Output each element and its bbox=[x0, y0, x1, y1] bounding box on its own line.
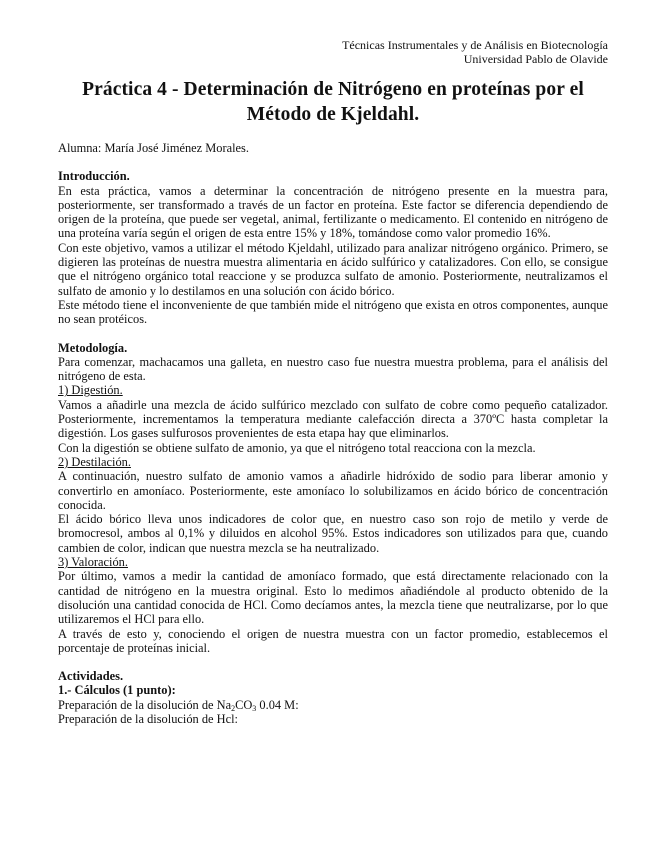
distillation-heading: 2) Destilación. bbox=[58, 454, 131, 469]
subscript: 3 bbox=[252, 703, 257, 713]
calculations-heading: 1.- Cálculos (1 punto): bbox=[58, 683, 176, 698]
intro-paragraph: Con este objetivo, vamos a utilizar el método Kjeldahl, utilizado para analizar nitrógeno orgánico. Primero, se digieren las proteínas de nuestra muestra alimentaria en ácido sulfúrico y catalizadores. Con ello, se consigue que el nitrógeno orgánico total reaccione y se produzca sulfato de amonio. Posteriormente, neutralizamos el sulfato de amonio y lo destilamos en una solución con ácido bórico. bbox=[58, 240, 608, 298]
distillation-paragraph: El ácido bórico lleva unos indicadores de color que, en nuestro caso son rojo de metilo y verde de bromocresol, ambos al 0,1% y diluidos en alcohol 95%. Estos indicadores son utilizados para que, cuando cambien de color, indican que nuestra mezcla se ha neutralizado. bbox=[58, 512, 608, 555]
digestion-heading: 1) Digestión. bbox=[58, 383, 123, 398]
intro-heading: Introducción. bbox=[58, 169, 130, 184]
titration-paragraph: A través de esto y, conociendo el origen de nuestra muestra con un factor promedio, establecemos el porcentaje de proteínas inicial. bbox=[58, 626, 608, 655]
digestion-paragraph: Con la digestión se obtiene sulfato de amonio, ya que el nitrógeno total reacciona con la mezcla. bbox=[58, 440, 536, 455]
method-heading: Metodología. bbox=[58, 340, 128, 355]
activities-heading: Actividades. bbox=[58, 669, 124, 684]
activity-line-text: Preparación de la disolución de Na bbox=[58, 697, 232, 712]
intro-paragraph: Este método tiene el inconveniente de que también mide el nitrógeno que exista en otros componentes, aunque no sean protéicos. bbox=[58, 297, 608, 327]
titration-heading: 3) Valoración. bbox=[58, 555, 128, 570]
activity-line-text: 0.04 M: bbox=[256, 697, 299, 712]
subscript: 2 bbox=[231, 703, 236, 713]
activity-line-na2co3 bbox=[58, 698, 608, 712]
header-course: Técnicas Instrumentales y de Análisis en Biotecnología bbox=[342, 38, 608, 52]
method-intro-paragraph: Para comenzar, machacamos una galleta, en nuestro caso fue nuestra muestra problema, para el análisis del nitrógeno de esta. bbox=[58, 354, 608, 384]
document-page bbox=[58, 38, 608, 726]
document-title: Práctica 4 - Determinación de Nitrógeno en proteínas por el Método de Kjeldahl. bbox=[82, 79, 584, 125]
author-line: Alumna: María José Jiménez Morales. bbox=[58, 141, 249, 155]
intro-paragraph: En esta práctica, vamos a determinar la concentración de nitrógeno presente en la muestra para, posteriormente, ser transformado a través de un factor en proteína. Este factor se diferencia dependiendo de origen de la proteína, que puede ser vegetal, animal, fertilizante o medicamento. El contenido en nitrógeno de una proteína varía según el origen de esta entre 15% y 18%, tomándose como valor promedio 16%. bbox=[58, 183, 608, 241]
header-university: Universidad Pablo de Olavide bbox=[463, 52, 608, 66]
titration-paragraph: Por último, vamos a medir la cantidad de amoníaco formado, que está directamente relacionado con la cantidad de nitrógeno en la muestra original. Esto lo medimos añadiéndole al producto obtenido de la disolución una cantidad conocida de HCl. Como decíamos antes, la mezcla tiene que neutralizarse, por lo que utilizaremos el HCl para ello. bbox=[58, 569, 608, 627]
distillation-paragraph: A continuación, nuestro sulfato de amonio vamos a añadirle hidróxido de sodio para liberar amonio y convertirlo en amoníaco. Posteriormente, este amoníaco lo solubilizamos en ácido bórico de concentración conocida. bbox=[58, 469, 608, 512]
digestion-paragraph: Vamos a añadirle una mezcla de ácido sulfúrico mezclado con sulfato de cobre como pequeño catalizador. Posteriormente, incrementamos la temperatura mediante calefacción directa a 370ºC hasta completar la digestión. Los gases sulfurosos provenientes de esta etapa hay que eliminarlos. bbox=[58, 397, 608, 441]
page-header bbox=[58, 38, 608, 66]
activity-line-hcl: Preparación de la disolución de Hcl: bbox=[58, 711, 238, 726]
activity-line-text: CO bbox=[235, 697, 253, 712]
